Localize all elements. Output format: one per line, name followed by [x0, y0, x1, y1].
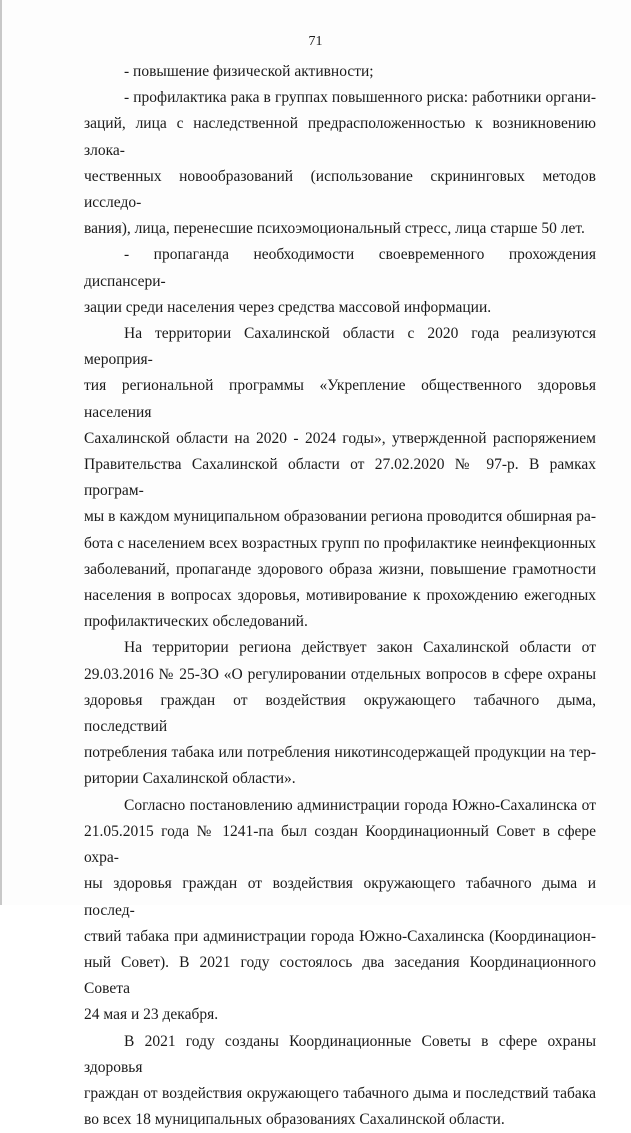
- text-line: чественных новообразований (использование скрининговых методов исследо-: [84, 167, 596, 212]
- text-line: На территории Сахалинской области с 2020 года реализуются мероприя-: [84, 325, 596, 369]
- text-line: ный Совет). В 2021 году состоялось два заседания Координационного Совета: [84, 953, 596, 998]
- text-line: заций, лица с наследственной предрасположенностью к возникновению злока-: [84, 115, 596, 159]
- text-line: профилактических обследований.: [84, 613, 308, 631]
- paragraph: [84, 793, 596, 1029]
- text-line: во всех 18 муниципальных образованиях Сахалинской области.: [84, 1111, 505, 1129]
- paragraph: [84, 242, 596, 321]
- document-body: [84, 59, 596, 1133]
- text-line: ритории Сахалинской области».: [84, 770, 296, 788]
- text-line: Правительства Сахалинской области от 27.02.2020 № 97-р. В рамках програм-: [84, 456, 596, 500]
- text-line: На территории региона действует закон Сахалинской области от: [124, 639, 596, 657]
- text-line: 24 мая и 23 декабря.: [84, 1006, 219, 1024]
- paragraph: [84, 85, 596, 242]
- text-line: 21.05.2015 года № 1241-па был создан Координационный Совет в сфере охра-: [84, 822, 596, 867]
- text-line: бота с населением всех возрастных групп по профилактике неинфекционных: [84, 534, 596, 552]
- text-line: тия региональной программы «Укрепление общественного здоровья населения: [84, 377, 596, 421]
- text-line: потребления табака или потребления никотинсодержащей продукции на тер-: [84, 744, 596, 762]
- text-line: граждан от воздействия окружающего табачного дыма и последствий табака: [84, 1084, 596, 1102]
- text-line: - пропаганда необходимости своевременного прохождения диспансери-: [84, 246, 596, 290]
- paragraph: [84, 321, 596, 635]
- text-line: Сахалинской области на 2020 - 2024 годы», утвержденной распоряжением: [84, 429, 596, 447]
- text-line: мы в каждом муниципальном образовании региона проводится обширная ра-: [84, 508, 596, 526]
- text-line: ствий табака при администрации города Южно-Сахалинска (Координацион-: [84, 927, 596, 945]
- scan-edge: [0, 0, 2, 905]
- text-line: - профилактика рака в группах повышенного риска: работники органи-: [124, 89, 596, 107]
- text-line: В 2021 году созданы Координационные Советы в сфере охраны здоровья: [84, 1032, 596, 1076]
- paragraph: [84, 59, 596, 85]
- paragraph: [84, 635, 596, 792]
- text-line: 29.03.2016 № 25-ЗО «О регулировании отдельных вопросов в сфере охраны: [84, 665, 596, 683]
- paragraph: [84, 1029, 596, 1133]
- text-line: - повышение физической активности;: [124, 63, 374, 80]
- text-line: населения в вопросах здоровья, мотивирование к прохождению ежегодных: [84, 587, 596, 605]
- text-line: зации среди населения через средства массовой информации.: [84, 298, 492, 316]
- text-line: Согласно постановлению администрации города Южно-Сахалинска от: [124, 796, 596, 814]
- text-line: вания), лица, перенесшие психоэмоциональный стресс, лица старше 50 лет.: [84, 220, 585, 238]
- page-number: 71: [308, 34, 323, 49]
- text-line: заболеваний, пропаганде здорового образа жизни, повышение грамотности: [84, 560, 596, 578]
- text-line: здоровья граждан от воздействия окружающего табачного дыма, последствий: [84, 691, 596, 736]
- text-line: ны здоровья граждан от воздействия окружающего табачного дыма и послед-: [84, 875, 596, 919]
